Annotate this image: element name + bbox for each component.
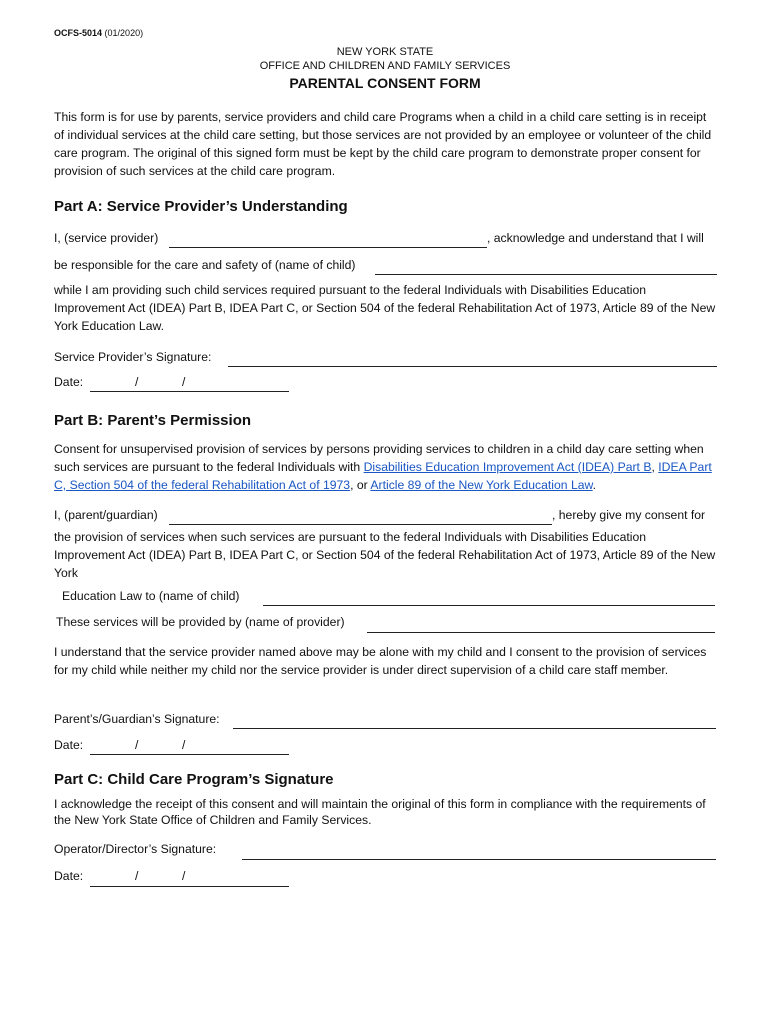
article-89-link[interactable]: Article 89 of the New York Education Law [370, 478, 593, 492]
date-slash: / [182, 869, 186, 883]
provider-name-label: These services will be provided by (name of provider) [56, 615, 345, 629]
service-provider-label: I, (service provider) [54, 231, 159, 245]
part-b-understand: I understand that the service provider named above may be alone with my child and I consent to the provision of services for my child while neither my child nor the service provider is under direct supervision of a child care staff member. [54, 645, 707, 677]
page-title: PARENTAL CONSENT FORM [289, 75, 481, 91]
date-field-b[interactable] [90, 754, 289, 755]
part-c-body: I acknowledge the receipt of this consent and will maintain the original of this form in compliance with the requirements of the New York State Office of Children and Family Services. [54, 797, 706, 827]
date-field-a[interactable] [90, 391, 289, 392]
child-name-field-a[interactable] [375, 274, 717, 275]
date-slash: / [135, 869, 139, 883]
part-a-heading: Part A: Service Provider’s Understanding [54, 198, 348, 215]
part-b-body: the provision of services when such services are pursuant to the federal Individuals with Disabilities Education Improvement Act (IDEA) Part B, IDEA Part C, or Section 504 of the federal Rehabilitation Act of 1973, Article 89 of the New York [54, 530, 716, 580]
part-c-heading: Part C: Child Care Program’s Signature [54, 771, 334, 788]
date-label-b: Date: [54, 738, 84, 752]
child-name-field-b[interactable] [263, 605, 715, 606]
operator-signature-field[interactable] [242, 859, 716, 860]
consent-text: , hereby give my consent for [552, 508, 706, 522]
operator-signature-label: Operator/Director’s Signature: [54, 842, 217, 856]
intro-paragraph: This form is for use by parents, service providers and child care Programs when a child in a child care setting is in receipt of individual services at the child care setting, but those services are not provided by an employee or volunteer of the child care program. The original of this signed form must be kept by the child care program to demonstrate proper consent for provision of such services at the child care program. [54, 110, 712, 178]
parent-guardian-label: I, (parent/guardian) [54, 508, 158, 522]
date-label-a: Date: [54, 375, 84, 389]
service-provider-field[interactable] [169, 247, 487, 248]
parent-signature-field[interactable] [233, 728, 716, 729]
idea-part-c-section-504-link[interactable]: IDEA Part C, Section 504 of the federal Rehabilitation Act of 1973 [54, 460, 712, 492]
date-label-c: Date: [54, 869, 84, 883]
part-b-consent-paragraph: Consent for unsupervised provision of services by persons providing services to children in a child day care setting when such services are pursuant to the federal Individuals with Disabilities Education Improvement Act (IDEA) Part B, IDEA Part C, Section 504 of the federal Rehabilitation Act of 1973, or Article 89 of the New York Education Law. [54, 442, 712, 492]
date-slash: / [135, 738, 139, 752]
parent-guardian-field[interactable] [169, 524, 552, 525]
part-b-heading: Part B: Parent’s Permission [54, 412, 252, 429]
date-slash: / [135, 375, 139, 389]
idea-part-b-link[interactable]: Disabilities Education Improvement Act (IDEA) Part B [363, 460, 652, 474]
child-name-label-a: be responsible for the care and safety of (name of child) [54, 258, 356, 272]
provider-name-field[interactable] [367, 632, 715, 633]
part-a-body: while I am providing such child services required pursuant to the federal Individuals with Disabilities Education Improvement Act (IDEA) Part B, IDEA Part C, or Section 504 of the federal Rehabilitation Act of 1973, Article 89 of the New York Education Law. [54, 283, 716, 333]
acknowledge-text: , acknowledge and understand that I will [487, 231, 704, 245]
date-slash: / [182, 738, 186, 752]
child-name-label-b: Education Law to (name of child) [62, 589, 240, 603]
date-field-c[interactable] [90, 886, 289, 887]
header-state: NEW YORK STATE [336, 46, 434, 58]
provider-signature-label: Service Provider’s Signature: [54, 350, 212, 364]
form-date: (01/2020) [104, 28, 144, 38]
form-code: OCFS-5014 (01/2020) [54, 28, 144, 38]
provider-signature-field[interactable] [228, 366, 717, 367]
date-slash: / [182, 375, 186, 389]
parent-signature-label: Parent’s/Guardian’s Signature: [54, 712, 220, 726]
header-office: OFFICE AND CHILDREN AND FAMILY SERVICES [259, 60, 511, 72]
